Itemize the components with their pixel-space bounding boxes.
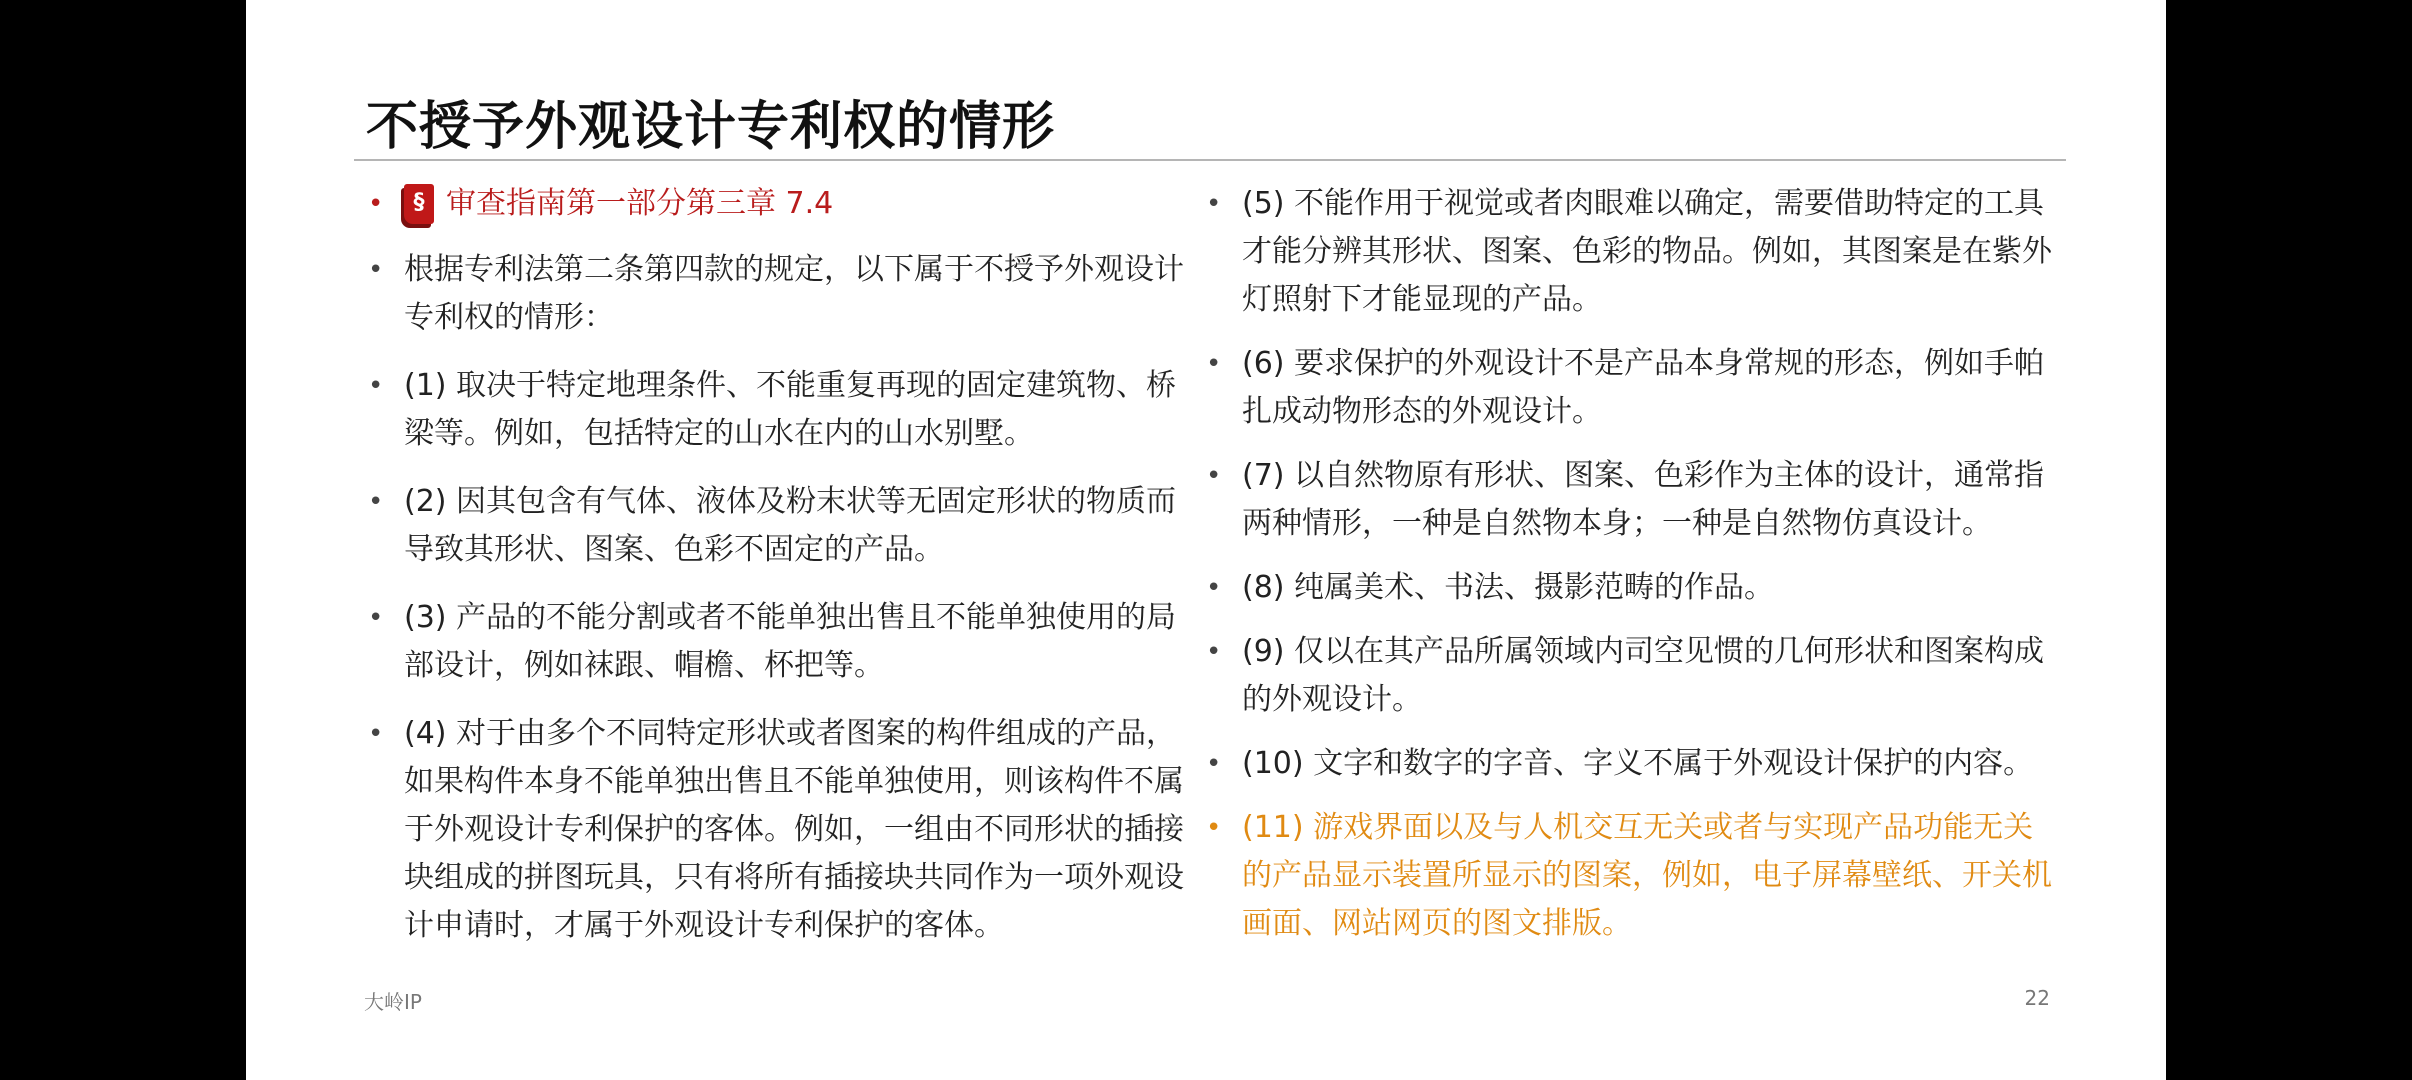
bullet-icon: •: [368, 189, 384, 219]
title-divider: [354, 159, 2066, 161]
list-item-text: (1) 取决于特定地理条件、不能重复再现的固定建筑物、桥梁等。例如，包括特定的山水在内的山水别墅。: [404, 368, 1177, 451]
bullet-icon: •: [368, 255, 384, 285]
list-item-text: (3) 产品的不能分割或者不能单独出售且不能单独使用的局部设计，例如袜跟、帽檐、杯把等。: [404, 600, 1177, 683]
slide: [246, 0, 2166, 1080]
footer-brand: 大岭IP: [364, 990, 422, 1014]
reference-text: 审查指南第一部分第三章 7.4: [446, 186, 834, 221]
list-item: [364, 362, 1198, 458]
bullet-icon: •: [1206, 573, 1222, 603]
list-item-text: (5) 不能作用于视觉或者肉眼难以确定，需要借助特定的工具才能分辨其形状、图案、色彩的物品。例如，其图案是在紫外灯照射下才能显现的产品。: [1242, 186, 2052, 317]
bullet-icon: •: [1206, 461, 1222, 491]
list-item-text: (10) 文字和数字的字音、字义不属于外观设计保护的内容。: [1242, 746, 2034, 781]
bullet-icon: •: [1206, 349, 1222, 379]
bullet-icon: •: [368, 371, 384, 401]
list-item: [1202, 564, 2054, 612]
list-item: [1202, 740, 2054, 788]
list-item: [1202, 628, 2054, 724]
right-bullet-list: [1202, 180, 2054, 964]
list-item: [364, 478, 1198, 574]
list-item-highlighted: [1202, 804, 2054, 948]
bullet-icon: •: [368, 603, 384, 633]
left-bullet-list: [364, 180, 1198, 970]
bullet-icon: •: [368, 487, 384, 517]
list-item-text: (6) 要求保护的外观设计不是产品本身常规的形态，例如手帕扎成动物形态的外观设计。: [1242, 346, 2045, 429]
bullet-icon: •: [368, 719, 384, 749]
list-item: [364, 710, 1198, 950]
list-item-text: (2) 因其包含有气体、液体及粉末状等无固定形状的物质而导致其形状、图案、色彩不固定的产品。: [404, 484, 1177, 567]
list-item: [364, 594, 1198, 690]
section-sign-icon: §: [404, 184, 434, 224]
list-item: [1202, 340, 2054, 436]
bullet-icon: •: [1206, 813, 1222, 843]
list-item: [1202, 180, 2054, 324]
list-item-text: (9) 仅以在其产品所属领域内司空见惯的几何形状和图案构成的外观设计。: [1242, 634, 2045, 717]
list-item-text: (7) 以自然物原有形状、图案、色彩作为主体的设计，通常指两种情形，一种是自然物本身；一种是自然物仿真设计。: [1242, 458, 2045, 541]
list-item: [1202, 452, 2054, 548]
bullet-icon: •: [1206, 189, 1222, 219]
slide-title: 不授予外观设计专利权的情形: [366, 97, 1056, 157]
page-number: 22: [2024, 986, 2050, 1010]
list-item-text: (4) 对于由多个不同特定形状或者图案的构件组成的产品，如果构件本身不能单独出售且不能单独使用，则该构件不属于外观设计专利保护的客体。例如，一组由不同形状的插接块组成的拼图玩具，只有将所有插接块共同作为一项外观设计申请时，才属于外观设计专利保护的客体。: [404, 716, 1184, 943]
list-item-text: (11) 游戏界面以及与人机交互无关或者与实现产品功能无关的产品显示装置所显示的图案，例如，电子屏幕壁纸、开关机画面、网站网页的图文排版。: [1242, 810, 2052, 941]
list-item: [364, 246, 1198, 342]
bullet-icon: •: [1206, 637, 1222, 667]
list-item-reference: [364, 180, 1198, 228]
bullet-icon: •: [1206, 749, 1222, 779]
list-item-text: (8) 纯属美术、书法、摄影范畴的作品。: [1242, 570, 1775, 605]
list-item-text: 根据专利法第二条第四款的规定，以下属于不授予外观设计专利权的情形：: [404, 252, 1184, 335]
